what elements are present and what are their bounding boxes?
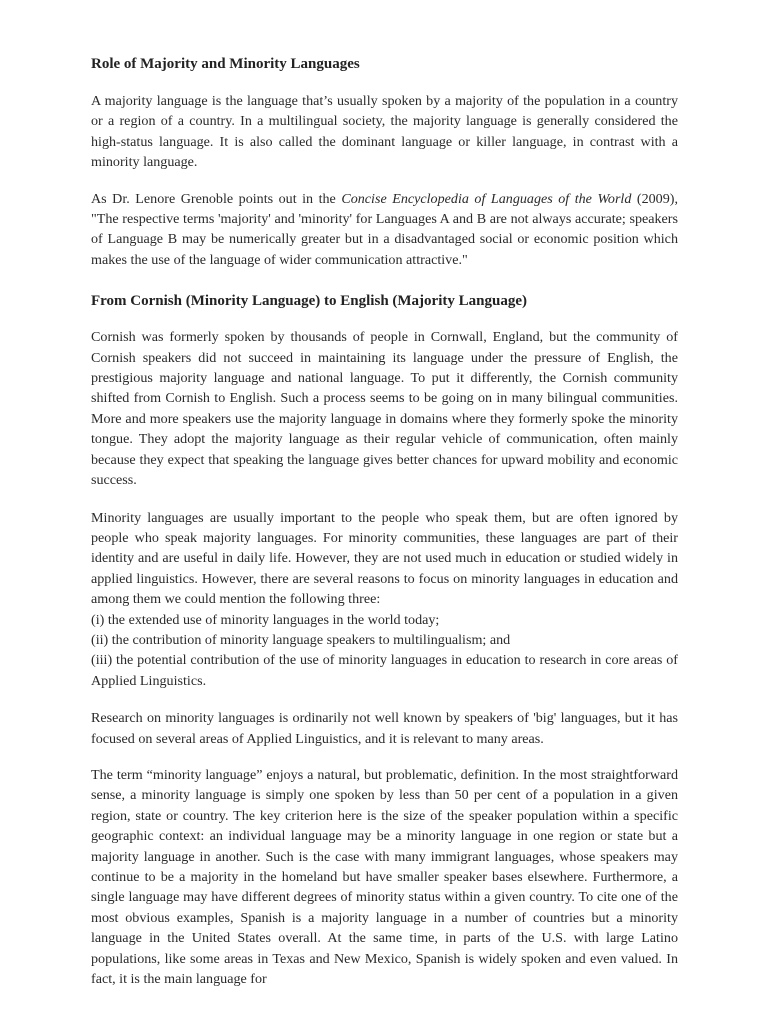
- list-item: (i) the extended use of minority languages in the world today;: [91, 611, 440, 628]
- paragraph-research: Research on minority languages is ordinarily not well known by speakers of 'big' languages, but it has focused on several areas of Applied Linguistics, and it is relevant to many areas.: [91, 710, 678, 747]
- paragraph-grenoble-quote: [91, 189, 678, 271]
- document-page: [91, 54, 678, 989]
- quote-body-text: (2009), "The respective terms 'majority' and 'minority' for Languages A and B are not always accurate; speakers of Language B may be numerically greater but in a disadvantaged social or economic position which makes the use of the language of wider communication attractive.": [91, 190, 678, 268]
- quote-intro-text: As Dr. Lenore Grenoble points out in the: [91, 190, 342, 207]
- paragraph-cornish: Cornish was formerly spoken by thousands of people in Cornwall, England, but the community of Cornish speakers did not succeed in maintaining its language under the pressure of English, the prestigious majority language and national language. To put it differently, the Cornish community shifted from Cornish to English. Such a process seems to be going on in many bilingual communities. More and more speakers use the majority language in domains where they formerly spoke the minority tongue. They adopt the majority language as their regular vehicle of communication, often mainly because they expect that speaking the language gives better chances for upward mobility and economic success.: [91, 329, 678, 489]
- list-item: (iii) the potential contribution of the use of minority languages in education to research in core areas of Applied Linguistics.: [91, 652, 678, 689]
- section-heading-cornish-english: From Cornish (Minority Language) to English (Majority Language): [91, 293, 527, 310]
- section-heading-majority-minority: Role of Majority and Minority Languages: [91, 56, 360, 72]
- book-title: Concise Encyclopedia of Languages of the World: [341, 190, 632, 207]
- paragraph-minority-importance-text: Minority languages are usually important to the people who speak them, but are often ignored by people who speak majority languages. For minority communities, these languages are part of their identity and are useful in daily life. However, they are not used much in education or studied widely in applied linguistics. However, there are several reasons to focus on minority languages in education and among them we could mention the following three:: [91, 509, 678, 608]
- paragraph-term-definition: The term “minority language” enjoys a natural, but problematic, definition. In the most straightforward sense, a minority language is simply one spoken by less than 50 per cent of a population in a given region, state or country. The key criterion here is the size of the speaker population within a specific geographic context: an individual language may be a minority language in one region or state but a majority language in another. Such is the case with many immigrant languages, whose speakers may continue to be a majority in the homeland but have smaller speaker bases elsewhere. Furthermore, a single language may have different degrees of minority status within a given country. To cite one of the most obvious examples, Spanish is a majority language in a number of countries but a minority language in the United States overall. At the same time, in parts of the U.S. with large Latino populations, like some areas in Texas and New Mexico, Spanish is widely spoken and even valued. In fact, it is the main language for: [91, 766, 678, 988]
- paragraph-minority-importance: [91, 508, 678, 692]
- paragraph-majority-definition: A majority language is the language that’s usually spoken by a majority of the population in a country or a region of a country. In a multilingual society, the majority language is generally considered the high-status language. It is also called the dominant language or killer language, in contrast with a minority language.: [91, 93, 678, 171]
- list-item: (ii) the contribution of minority language speakers to multilingualism; and: [91, 631, 511, 648]
